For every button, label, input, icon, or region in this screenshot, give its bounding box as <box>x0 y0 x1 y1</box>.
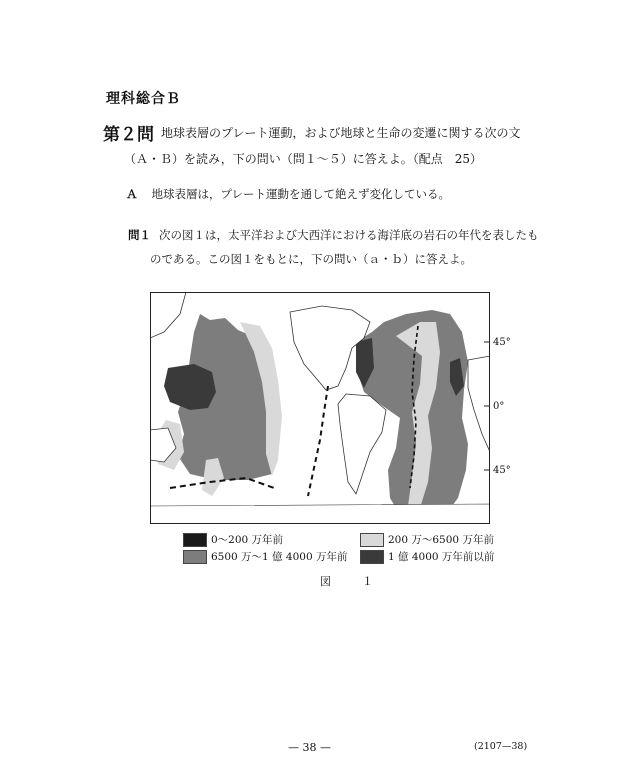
legend-label-0: 0～200 万年前 <box>211 534 284 546</box>
question-number: 第２問 <box>103 125 154 145</box>
legend-swatch-3 <box>360 550 384 564</box>
legend-item-2 <box>183 549 347 564</box>
legend-label-2: 6500 万～1 億 4000 万年前 <box>211 551 348 563</box>
page-code: (2107—38) <box>474 741 528 752</box>
legend-swatch-1 <box>360 533 384 547</box>
question-1-label: 問１ <box>128 228 151 242</box>
legend-swatch-0 <box>183 533 207 547</box>
latitude-label-0: 0° <box>493 401 505 412</box>
antarctica <box>150 504 490 524</box>
latitude-label-45n: 45° <box>493 337 511 348</box>
section-a-text: 地球表層は，プレート運動を通して絶えず変化している。 <box>151 187 451 201</box>
question-intro-line1: 地球表層のプレート運動，および地球と生命の変遷に関する次の文 <box>161 126 521 140</box>
section-a <box>126 186 450 202</box>
question-intro-line2: （Ａ・Ｂ）を読み，下の問い（問１～５）に答えよ。（配点 25） <box>124 152 482 166</box>
figure-caption: 図 １ <box>320 575 383 588</box>
latitude-label-45s: 45° <box>493 465 511 476</box>
legend-item-3 <box>360 549 494 564</box>
legend-item-0 <box>183 532 283 547</box>
question-1-text-line1: 次の図１は，太平洋および大西洋における海洋底の岩石の年代を表したも <box>159 228 539 242</box>
legend-label-3: 1 億 4000 万年前以前 <box>388 551 495 563</box>
legend-item-1 <box>360 532 494 547</box>
subject-title: 理科総合Ｂ <box>106 91 181 107</box>
section-a-label: Ａ <box>126 187 138 201</box>
page-number: — 38 — <box>288 741 331 754</box>
legend-label-1: 200 万～6500 万年前 <box>388 534 494 546</box>
ocean-floor-age-map <box>150 292 490 524</box>
legend-swatch-2 <box>183 550 207 564</box>
question-1-line1 <box>128 227 539 243</box>
question-1-text-line2: のである。この図１をもとに，下の問い（ａ・ｂ）に答えよ。 <box>150 252 472 266</box>
